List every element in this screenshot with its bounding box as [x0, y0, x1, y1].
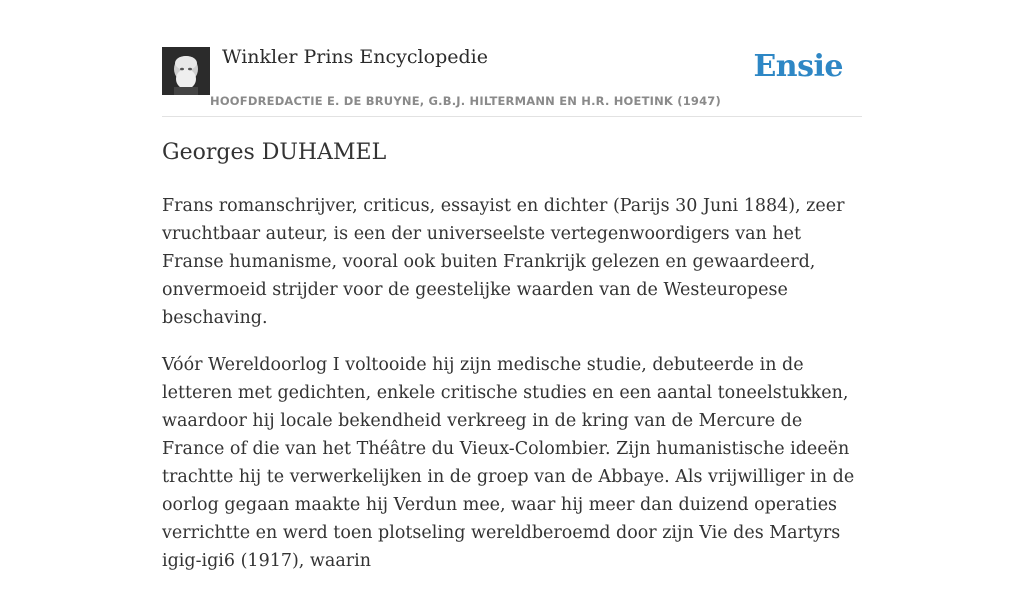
- portrait-photo-icon[interactable]: [162, 47, 210, 95]
- article-paragraph: Vóór Wereldoorlog I voltooide hij zijn medische studie, debuteerde in de letteren met gedichten, enkele critische studies en een aantal toneelstukken, waardoor hij locale bekendheid verkreeg in de kring van de Mercure de France of die van het Théâtre du Vieux-Colombier. Zijn humanistische ideeën trachtte hij te verwerkelijken in de groep van de Abbaye. Als vrijwilliger in de oorlog gegaan maakte hij Verdun mee, waar hij meer dan duizend operaties verrichtte en werd toen plotseling wereldberoemd door zijn Vie des Martyrs igig-igi6 (1917), waarin: [162, 355, 855, 571]
- article-title: Georges DUHAMEL: [162, 140, 387, 165]
- page-container: [162, 0, 862, 571]
- editorial-subtitle: HOOFDREDACTIE E. DE BRUYNE, G.B.J. HILTERMANN EN H.R. HOETINK (1947): [210, 94, 721, 108]
- site-header: [162, 0, 862, 117]
- article-paragraph: Frans romanschrijver, criticus, essayist en dichter (Parijs 30 Juni 1884), zeer vruchtbaar auteur, is een der universeelste vertegenwoordigers van het Franse humanisme, vooral ook buiten Frankrijk gelezen en gewaardeerd, onvermoeid strijder voor de geestelijke waarden van de Westeuropese beschaving.: [162, 196, 845, 328]
- ensie-logo[interactable]: Ensie: [753, 49, 843, 84]
- article-body: [162, 192, 862, 594]
- site-title[interactable]: Winkler Prins Encyclopedie: [222, 46, 488, 68]
